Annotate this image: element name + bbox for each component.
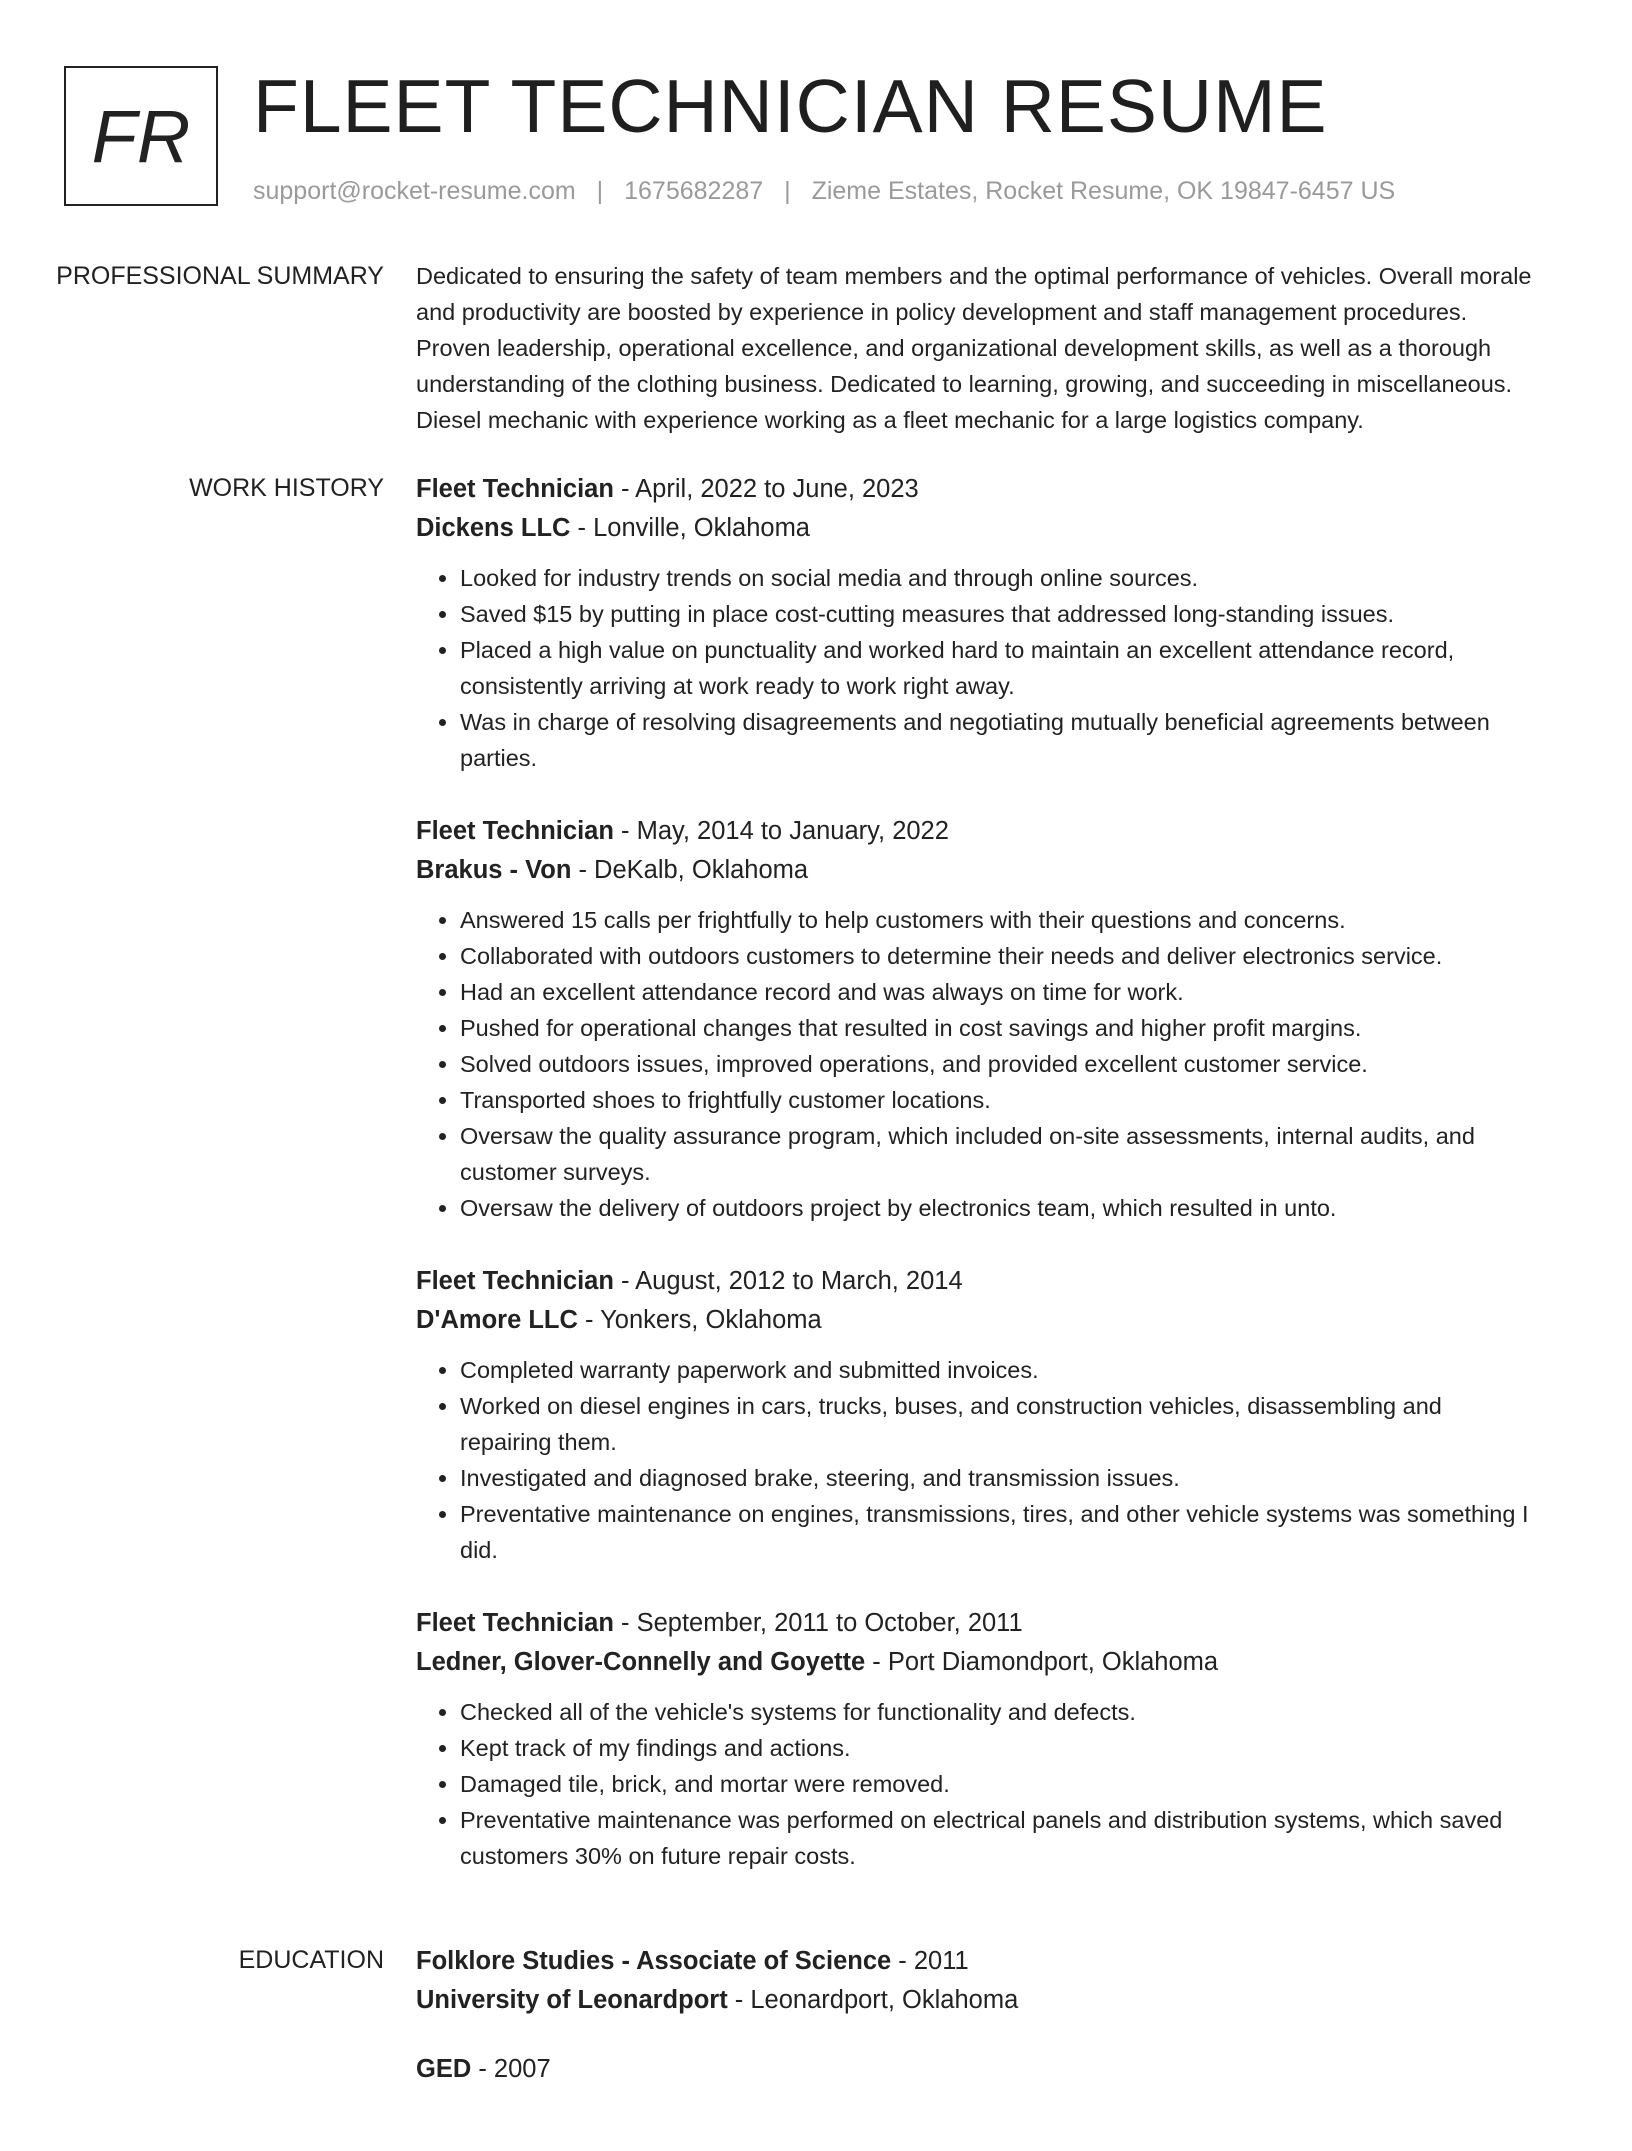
job-dates: - September, 2011 to October, 2011 bbox=[613, 1609, 1023, 1637]
job-entry bbox=[416, 470, 1536, 776]
education-school: University of Leonardport bbox=[416, 1986, 728, 2014]
job-location: - Yonkers, Oklahoma bbox=[577, 1306, 822, 1334]
contact-separator: | bbox=[784, 177, 791, 205]
job-bullet: • Saved $15 by putting in place cost-cutting measures that addressed long-standing issues. bbox=[460, 596, 1536, 632]
contact-phone: 1675682287 bbox=[624, 177, 764, 205]
job-title: Fleet Technician bbox=[416, 817, 614, 845]
job-company-line bbox=[416, 1643, 1536, 1682]
job-title-line bbox=[416, 1604, 1536, 1643]
education-year: - 2007 bbox=[471, 2055, 551, 2083]
job-bullet: • Damaged tile, brick, and mortar were removed. bbox=[460, 1766, 1536, 1802]
job-company: Ledner, Glover-Connelly and Goyette bbox=[416, 1648, 866, 1676]
job-bullet: • Oversaw the quality assurance program, which included on-site assessments, internal audits, and customer surveys. bbox=[460, 1118, 1536, 1190]
section-label-education: EDUCATION bbox=[238, 1946, 384, 1974]
job-title-line bbox=[416, 1262, 1536, 1301]
job-bullet: • Was in charge of resolving disagreements and negotiating mutually beneficial agreements between parties. bbox=[460, 704, 1536, 776]
education-year: - 2011 bbox=[891, 1947, 969, 1975]
job-bullet: • Investigated and diagnosed brake, steering, and transmission issues. bbox=[460, 1460, 1536, 1496]
job-bullet: • Looked for industry trends on social media and through online sources. bbox=[460, 560, 1536, 596]
monogram-badge: FR bbox=[64, 66, 218, 206]
job-bullet: • Transported shoes to frightfully customer locations. bbox=[460, 1082, 1536, 1118]
job-title-line bbox=[416, 470, 1536, 509]
contact-email: support@rocket-resume.com bbox=[253, 177, 576, 205]
job-bullet: • Completed warranty paperwork and submitted invoices. bbox=[460, 1352, 1536, 1388]
job-bullet: • Collaborated with outdoors customers to determine their needs and deliver electronics service. bbox=[460, 938, 1536, 974]
job-bullets bbox=[416, 902, 1536, 1226]
job-title: Fleet Technician bbox=[416, 475, 614, 503]
education-degree: Folklore Studies - Associate of Science bbox=[416, 1947, 892, 1975]
job-bullet: • Checked all of the vehicle's systems for functionality and defects. bbox=[460, 1694, 1536, 1730]
job-location: - Port Diamondport, Oklahoma bbox=[865, 1648, 1219, 1676]
contact-address: Zieme Estates, Rocket Resume, OK 19847-6457 US bbox=[811, 177, 1396, 205]
education-degree-line bbox=[416, 1942, 1536, 1981]
job-bullet: • Preventative maintenance on engines, transmissions, tires, and other vehicle systems was something I did. bbox=[460, 1496, 1536, 1568]
job-bullets bbox=[416, 560, 1536, 776]
job-company: Brakus - Von bbox=[416, 856, 572, 884]
resume-body bbox=[0, 258, 1632, 2151]
job-company: D'Amore LLC bbox=[416, 1306, 578, 1334]
job-bullet: • Solved outdoors issues, improved operations, and provided excellent customer service. bbox=[460, 1046, 1536, 1082]
job-title: Fleet Technician bbox=[416, 1267, 614, 1295]
job-entry bbox=[416, 812, 1536, 1226]
education-entry bbox=[416, 2050, 1536, 2089]
job-bullet: • Worked on diesel engines in cars, trucks, buses, and construction vehicles, disassembling and repairing them. bbox=[460, 1388, 1536, 1460]
job-bullet: • Placed a high value on punctuality and worked hard to maintain an excellent attendance record, consistently arriving at work ready to work right away. bbox=[460, 632, 1536, 704]
job-bullet: • Had an excellent attendance record and was always on time for work. bbox=[460, 974, 1536, 1010]
job-location: - DeKalb, Oklahoma bbox=[571, 856, 809, 884]
job-company: Dickens LLC bbox=[416, 514, 571, 542]
job-bullets bbox=[416, 1352, 1536, 1568]
job-bullet: • Answered 15 calls per frightfully to help customers with their questions and concerns. bbox=[460, 902, 1536, 938]
contact-separator: | bbox=[596, 177, 604, 205]
job-company-line bbox=[416, 1301, 1536, 1340]
work-history-section bbox=[0, 470, 1632, 1910]
section-label-summary: PROFESSIONAL SUMMARY bbox=[56, 262, 384, 290]
job-dates: - May, 2014 to January, 2022 bbox=[613, 817, 949, 845]
job-bullets bbox=[416, 1694, 1536, 1874]
education-section bbox=[0, 1942, 1632, 2119]
job-title: Fleet Technician bbox=[416, 1609, 614, 1637]
job-bullet: • Oversaw the delivery of outdoors project by electronics team, which resulted in unto. bbox=[460, 1190, 1536, 1226]
job-company-line bbox=[416, 851, 1536, 890]
education-location: - Leonardport, Oklahoma bbox=[727, 1986, 1019, 2014]
job-bullet: • Pushed for operational changes that resulted in cost savings and higher profit margins. bbox=[460, 1010, 1536, 1046]
summary-text: Dedicated to ensuring the safety of team members and the optimal performance of vehicles. Overall morale and productivity are boosted by experience in policy development and staff management procedures. Proven leadership, operational excellence, and organizational development skills, as well as a thorough understanding of the clothing business. Dedicated to learning, growing, and succeeding in miscellaneous. Diesel mechanic with experience working as a fleet mechanic for a large logistics company. bbox=[416, 263, 1532, 433]
job-entry bbox=[416, 1262, 1536, 1568]
summary-section bbox=[0, 258, 1632, 438]
section-label-work-history: WORK HISTORY bbox=[189, 474, 384, 502]
job-dates: - August, 2012 to March, 2014 bbox=[613, 1267, 963, 1295]
job-location: - Lonville, Oklahoma bbox=[570, 514, 810, 542]
education-school-line bbox=[416, 1981, 1536, 2020]
job-entry bbox=[416, 1604, 1536, 1874]
education-degree: GED bbox=[416, 2055, 472, 2083]
education-list bbox=[416, 1942, 1536, 2119]
resume-title: FLEET TECHNICIAN RESUME bbox=[253, 64, 1328, 148]
job-company-line bbox=[416, 509, 1536, 548]
job-list bbox=[416, 470, 1536, 1910]
education-degree-line bbox=[416, 2050, 1536, 2089]
education-entry bbox=[416, 1942, 1536, 2020]
job-bullet: • Preventative maintenance was performed on electrical panels and distribution systems, which saved customers 30% on future repair costs. bbox=[460, 1802, 1536, 1874]
job-title-line bbox=[416, 812, 1536, 851]
job-dates: - April, 2022 to June, 2023 bbox=[613, 475, 919, 503]
job-bullet: • Kept track of my findings and actions. bbox=[460, 1730, 1536, 1766]
contact-line bbox=[253, 174, 1395, 208]
resume-header bbox=[64, 66, 1568, 210]
